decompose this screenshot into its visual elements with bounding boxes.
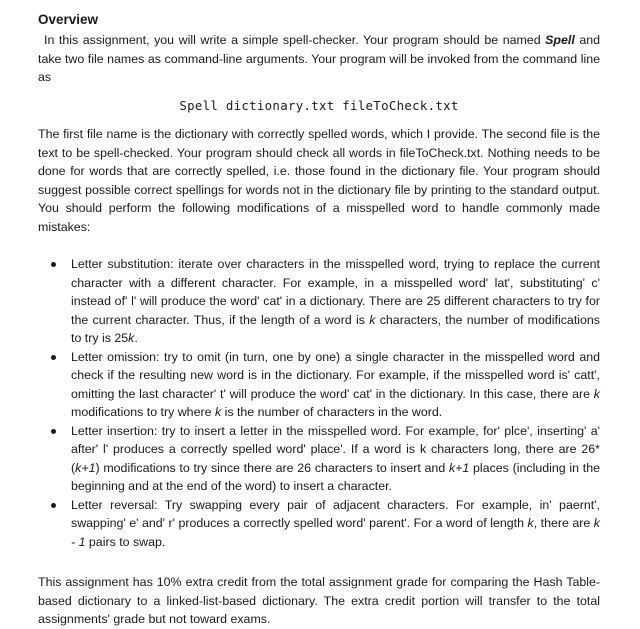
command-line-example: Spell dictionary.txt fileToCheck.txt: [179, 97, 459, 113]
description-paragraph: The first file name is the dictionary with correctly spelled words, which I provide. The second file is the text to be spell-checked. Your program should check all words in fileToCheck.txt. Nothing needs to be done for words that are correctly spelled, i.e. those found in the dictionary file. Your program should suggest possible correct spellings for words not in the dictionary file by printing to the standard output. You should perform the following modifications of a misspelled word to handle commonly made mistakes:: [38, 127, 600, 234]
list-item-insertion: Letter insertion: try to insert a letter in the misspelled word. For example, for' plce', inserting' a' after' l' produces a correctly spelled word' place'. If a word is k characters long, there are 26*(k+1) modifications to try since there are 26 characters to insert and k+1 places (including in the beginning and at the end of the word) to insert a character.: [38, 422, 600, 496]
bullet-icon: [51, 503, 56, 508]
list-item-substitution: Letter substitution: iterate over characters in the misspelled word, trying to replace the current character with a different character. For example, in a misspelled word' lat', substituting' c' instead of' l' will produce the word' cat' in a dictionary. There are 25 different characters to try for the current character. Thus, if the length of a word is k characters, the number of modifications to try is 25k.: [38, 255, 600, 348]
bullet-icon: [51, 262, 56, 267]
intro-text-2: and take two file names as command-line arguments. Your program will be invoked from the command line as: [38, 33, 600, 84]
list-item-omission: Letter omission: try to omit (in turn, one by one) a single character in the misspelled word and check if the resulting new word is in the dictionary. For example, if the misspelled word is' catt', omitting the last character' t' will produce the word' cat' in the dictionary. In this case, there are k modifications to try where k is the number of characters in the word.: [38, 348, 600, 422]
program-name: Spell: [545, 33, 575, 47]
intro-paragraph: [38, 31, 600, 87]
extra-credit-paragraph: This assignment has 10% extra credit from the total assignment grade for comparing the Hash Table-based dictionary to a linked-list-based dictionary. The extra credit portion will transfer to the total assignments' grade but not toward exams.: [38, 575, 600, 626]
section-heading: Overview: [38, 12, 99, 27]
intro-text-1: In this assignment, you will write a simple spell-checker. Your program should be named: [44, 33, 546, 47]
list-item-reversal: Letter reversal: Try swapping every pair of adjacent characters. For example, in' paernt', swapping' e' and' r' produces a correctly spelled word' parent'. For a word of length k, there are k - 1 pairs to swap.: [38, 496, 600, 552]
bullet-icon: [51, 355, 56, 360]
modification-list: [38, 255, 600, 551]
document-page: [38, 10, 600, 629]
bullet-icon: [51, 429, 56, 434]
